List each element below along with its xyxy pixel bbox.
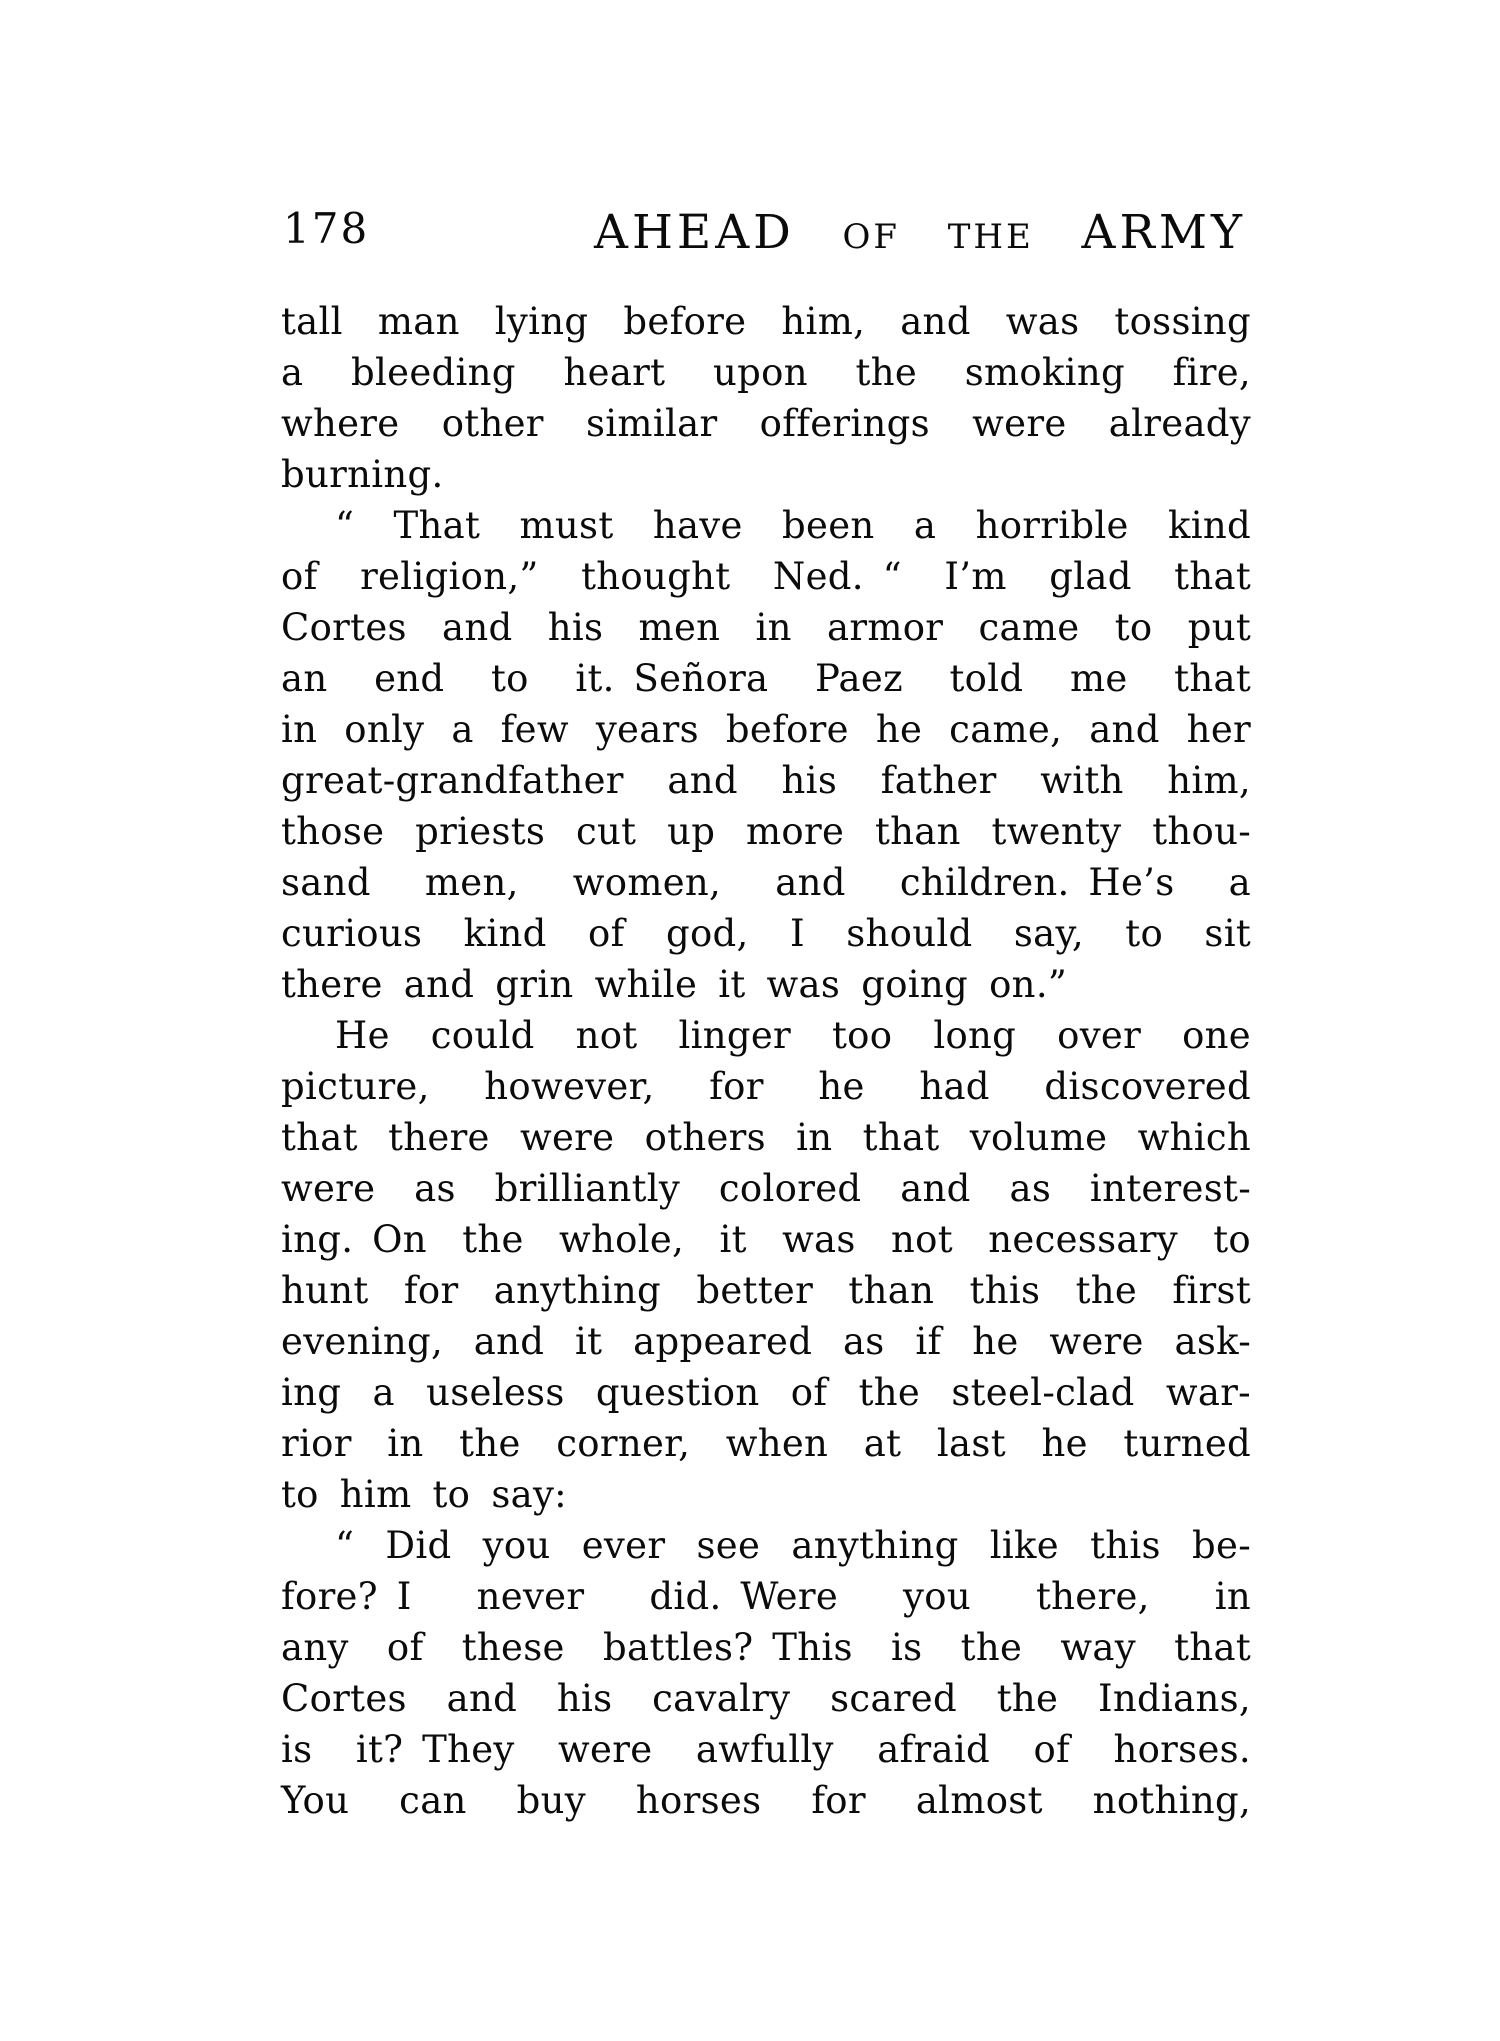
- title-word: ARMY: [1081, 205, 1246, 260]
- text-line: to him to say:: [281, 1473, 567, 1516]
- page-number: 178: [283, 204, 370, 253]
- text-line: hunt for anything better than this the first: [281, 1269, 1251, 1312]
- paragraph: [281, 1520, 1251, 1826]
- text-line: He could not linger too long over one: [335, 1014, 1251, 1057]
- text-line: Cortes and his cavalry scared the Indians,: [281, 1677, 1251, 1720]
- text-line: sand men, women, and children. He’s a: [281, 861, 1251, 904]
- paragraph: [281, 1010, 1251, 1520]
- running-head: [283, 196, 1246, 260]
- text-line: where other similar offerings were already: [281, 402, 1251, 445]
- title-word: AHEAD: [594, 205, 795, 260]
- text-line: were as brilliantly colored and as interest-: [281, 1167, 1251, 1210]
- chapter-title: [594, 205, 1246, 260]
- text-line: any of these battles? This is the way that: [281, 1626, 1251, 1669]
- text-line: an end to it. Señora Paez told me that: [281, 657, 1251, 700]
- text-line: curious kind of god, I should say, to sit: [281, 912, 1251, 955]
- text-line: evening, and it appeared as if he were ask-: [281, 1320, 1251, 1363]
- text-line: rior in the corner, when at last he turned: [281, 1422, 1251, 1465]
- text-line: those priests cut up more than twenty thou-: [281, 810, 1251, 853]
- text-line: ing a useless question of the steel-clad war-: [281, 1371, 1251, 1414]
- text-line: that there were others in that volume which: [281, 1116, 1251, 1159]
- text-line: great-grandfather and his father with him,: [281, 759, 1251, 802]
- page-text: [281, 296, 1251, 1826]
- text-line: is it? They were awfully afraid of horses.: [281, 1728, 1251, 1771]
- text-line: ing. On the whole, it was not necessary to: [281, 1218, 1251, 1261]
- text-line: of religion,” thought Ned. “ I’m glad that: [281, 555, 1251, 598]
- paragraph: [281, 296, 1251, 500]
- text-line: “ That must have been a horrible kind: [335, 504, 1251, 547]
- text-line: in only a few years before he came, and her: [281, 708, 1251, 751]
- text-line: tall man lying before him, and was tossing: [281, 300, 1251, 343]
- text-line: You can buy horses for almost nothing,: [281, 1779, 1251, 1822]
- text-line: there and grin while it was going on.”: [281, 963, 1068, 1006]
- text-line: fore? I never did. Were you there, in: [281, 1575, 1251, 1618]
- text-line: a bleeding heart upon the smoking fire,: [281, 351, 1251, 394]
- paragraph: [281, 500, 1251, 1010]
- text-line: burning.: [281, 453, 444, 496]
- text-line: Cortes and his men in armor came to put: [281, 606, 1251, 649]
- title-word: OF: [842, 217, 901, 257]
- text-line: picture, however, for he had discovered: [281, 1065, 1251, 1108]
- title-word: THE: [947, 217, 1034, 257]
- text-line: “ Did you ever see anything like this be-: [335, 1524, 1251, 1567]
